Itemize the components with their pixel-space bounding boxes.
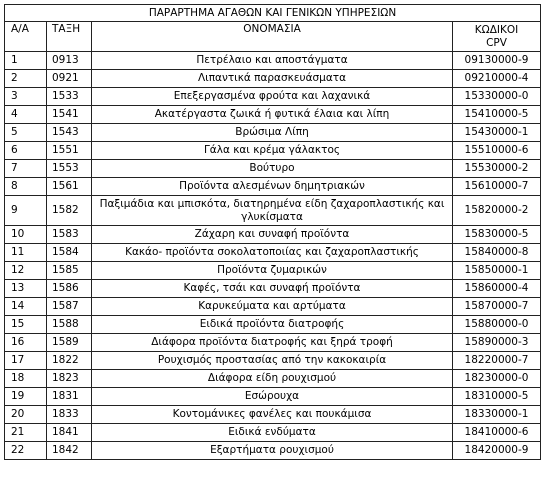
cell-cpv: 18220000-7 — [453, 352, 541, 370]
cell-taxi: 1822 — [47, 352, 92, 370]
cell-cpv: 15610000-7 — [453, 178, 541, 196]
header-taxi: ΤΑΞΗ — [47, 22, 92, 52]
cell-aa: 17 — [5, 352, 47, 370]
cell-cpv: 15820000-2 — [453, 196, 541, 226]
cell-taxi: 1841 — [47, 424, 92, 442]
cell-onomasia: Επεξεργασμένα φρούτα και λαχανικά — [92, 88, 453, 106]
cell-aa: 12 — [5, 262, 47, 280]
header-onomasia: ΟΝΟΜΑΣΙΑ — [92, 22, 453, 52]
cell-onomasia: Πετρέλαιο και αποστάγματα — [92, 52, 453, 70]
cell-aa: 6 — [5, 142, 47, 160]
cell-onomasia: Ακατέργαστα ζωικά ή φυτικά έλαια και λίπη — [92, 106, 453, 124]
cell-cpv: 09210000-4 — [453, 70, 541, 88]
cell-taxi: 0913 — [47, 52, 92, 70]
cell-cpv: 15430000-1 — [453, 124, 541, 142]
table-row — [5, 352, 541, 370]
cell-taxi: 1533 — [47, 88, 92, 106]
cell-cpv: 15880000-0 — [453, 316, 541, 334]
table-row — [5, 370, 541, 388]
table-row — [5, 280, 541, 298]
table-row — [5, 178, 541, 196]
cell-taxi: 1588 — [47, 316, 92, 334]
table-row — [5, 142, 541, 160]
cell-cpv: 18230000-0 — [453, 370, 541, 388]
cell-aa: 16 — [5, 334, 47, 352]
cell-onomasia: Ρουχισμός προστασίας από την κακοκαιρία — [92, 352, 453, 370]
cell-cpv: 09130000-9 — [453, 52, 541, 70]
cell-onomasia: Βούτυρο — [92, 160, 453, 178]
cell-onomasia: Εξαρτήματα ρουχισμού — [92, 442, 453, 460]
cell-taxi: 0921 — [47, 70, 92, 88]
header-cpv-line2: CPV — [486, 37, 507, 49]
table-row — [5, 442, 541, 460]
cell-aa: 14 — [5, 298, 47, 316]
cell-aa: 10 — [5, 226, 47, 244]
cell-aa: 11 — [5, 244, 47, 262]
cell-taxi: 1541 — [47, 106, 92, 124]
cell-cpv: 15530000-2 — [453, 160, 541, 178]
cell-onomasia: Γάλα και κρέμα γάλακτος — [92, 142, 453, 160]
cell-cpv: 18410000-6 — [453, 424, 541, 442]
column-header-row — [5, 22, 541, 52]
cell-taxi: 1583 — [47, 226, 92, 244]
table-row — [5, 124, 541, 142]
header-cpv — [453, 22, 541, 52]
table-row — [5, 298, 541, 316]
cell-taxi: 1589 — [47, 334, 92, 352]
cell-cpv: 15840000-8 — [453, 244, 541, 262]
table-row — [5, 226, 541, 244]
cell-onomasia: Ζάχαρη και συναφή προϊόντα — [92, 226, 453, 244]
cell-cpv: 15850000-1 — [453, 262, 541, 280]
table-row — [5, 244, 541, 262]
cell-aa: 13 — [5, 280, 47, 298]
cell-onomasia: Λιπαντικά παρασκευάσματα — [92, 70, 453, 88]
header-cpv-line1: ΚΩΔΙΚΟΙ — [474, 24, 519, 37]
cell-taxi: 1582 — [47, 196, 92, 226]
cell-aa: 21 — [5, 424, 47, 442]
cell-onomasia: Εσώρουχα — [92, 388, 453, 406]
table-row — [5, 52, 541, 70]
cell-onomasia: Βρώσιμα Λίπη — [92, 124, 453, 142]
table-row — [5, 262, 541, 280]
cell-onomasia: Ειδικά ενδύματα — [92, 424, 453, 442]
cell-taxi: 1842 — [47, 442, 92, 460]
cell-onomasia: Παξιμάδια και μπισκότα, διατηρημένα είδη ζαχαροπλαστικής και γλυκίσματα — [92, 196, 453, 226]
goods-services-table — [4, 4, 541, 460]
cell-taxi: 1586 — [47, 280, 92, 298]
cell-taxi: 1543 — [47, 124, 92, 142]
cell-aa: 1 — [5, 52, 47, 70]
cell-cpv: 15890000-3 — [453, 334, 541, 352]
cell-aa: 2 — [5, 70, 47, 88]
cell-aa: 7 — [5, 160, 47, 178]
cell-aa: 9 — [5, 196, 47, 226]
cell-cpv: 15330000-0 — [453, 88, 541, 106]
cell-aa: 18 — [5, 370, 47, 388]
cell-aa: 8 — [5, 178, 47, 196]
table-row — [5, 388, 541, 406]
cell-onomasia: Κακάο- προϊόντα σοκολατοποιίας και ζαχαροπλαστικής — [92, 244, 453, 262]
cell-aa: 5 — [5, 124, 47, 142]
cell-cpv: 15410000-5 — [453, 106, 541, 124]
table-title: ΠΑΡΑΡΤΗΜΑ ΑΓΑΘΩΝ ΚΑΙ ΓΕΝΙΚΩΝ ΥΠΗΡΕΣΙΩΝ — [5, 5, 541, 22]
table-row — [5, 70, 541, 88]
table-row — [5, 106, 541, 124]
table-row — [5, 424, 541, 442]
cell-cpv: 15510000-6 — [453, 142, 541, 160]
cell-taxi: 1551 — [47, 142, 92, 160]
cell-taxi: 1587 — [47, 298, 92, 316]
table-body — [5, 52, 541, 460]
cell-onomasia: Καφές, τσάι και συναφή προϊόντα — [92, 280, 453, 298]
cell-onomasia: Κοντομάνικες φανέλες και πουκάμισα — [92, 406, 453, 424]
cell-taxi: 1553 — [47, 160, 92, 178]
table-row — [5, 406, 541, 424]
table-row — [5, 88, 541, 106]
cell-onomasia: Ειδικά προϊόντα διατροφής — [92, 316, 453, 334]
cell-onomasia: Προϊόντα ζυμαρικών — [92, 262, 453, 280]
cell-cpv: 18420000-9 — [453, 442, 541, 460]
cell-taxi: 1561 — [47, 178, 92, 196]
cell-cpv: 15830000-5 — [453, 226, 541, 244]
cell-onomasia: Διάφορα προϊόντα διατροφής και ξηρά τροφή — [92, 334, 453, 352]
cell-taxi: 1833 — [47, 406, 92, 424]
cell-aa: 15 — [5, 316, 47, 334]
cell-aa: 19 — [5, 388, 47, 406]
cell-aa: 4 — [5, 106, 47, 124]
cell-taxi: 1585 — [47, 262, 92, 280]
cell-aa: 20 — [5, 406, 47, 424]
table-row — [5, 316, 541, 334]
cell-aa: 3 — [5, 88, 47, 106]
cell-cpv: 15860000-4 — [453, 280, 541, 298]
table-row — [5, 334, 541, 352]
cell-taxi: 1831 — [47, 388, 92, 406]
table-title-row — [5, 5, 541, 22]
cell-taxi: 1823 — [47, 370, 92, 388]
cell-cpv: 18310000-5 — [453, 388, 541, 406]
table-row — [5, 160, 541, 178]
cell-onomasia: Προϊόντα αλεσμένων δημητριακών — [92, 178, 453, 196]
cell-onomasia: Καρυκεύματα και αρτύματα — [92, 298, 453, 316]
cell-cpv: 18330000-1 — [453, 406, 541, 424]
document — [4, 4, 541, 460]
table-row — [5, 196, 541, 226]
header-aa: Α/Α — [5, 22, 47, 52]
cell-onomasia: Διάφορα είδη ρουχισμού — [92, 370, 453, 388]
cell-cpv: 15870000-7 — [453, 298, 541, 316]
cell-taxi: 1584 — [47, 244, 92, 262]
cell-aa: 22 — [5, 442, 47, 460]
